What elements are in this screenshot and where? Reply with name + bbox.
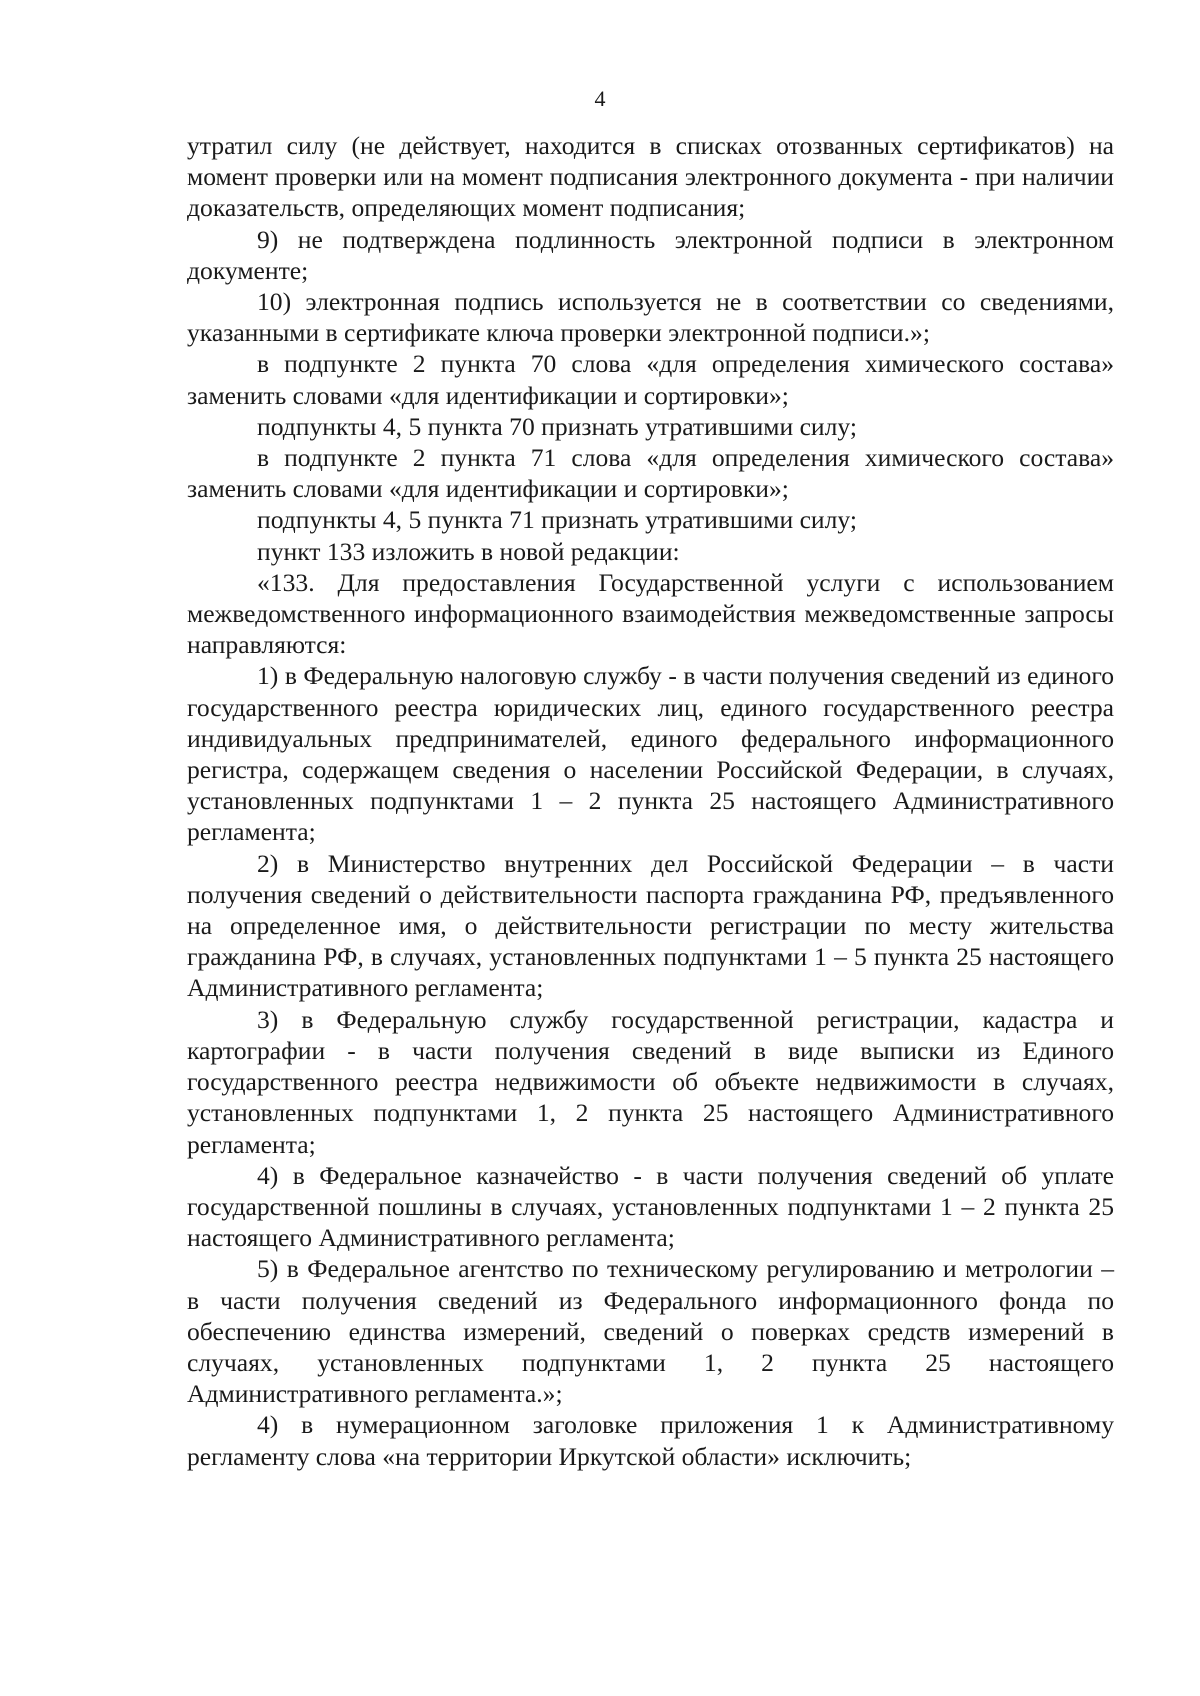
paragraph-item-10: 10) электронная подпись используется не в соответствии со сведениями, указанными в сертификате ключа проверки электронной подписи.»; [187,287,1114,348]
paragraph-p71-sub45: подпункты 4, 5 пункта 71 признать утратившими силу; [257,505,857,535]
document-body [187,130,1114,1472]
paragraph-p133-item-5: 5) в Федеральное агентство по техническому регулированию и метрологии – в части получения сведений из Федерального информационного фонда по обеспечению единства измерений, сведений о поверках средств измерений в случаях, установленных подпунктами 1, 2 пункта 25 настоящего Административного регламента.»; [187,1254,1114,1409]
paragraph-p133-item-4: 4) в Федеральное казначейство - в части получения сведений об уплате государственной пошлины в случаях, установленных подпунктами 1 – 2 пункта 25 настоящего Административного регламента; [187,1160,1114,1253]
paragraph-p70-sub45: подпункты 4, 5 пункта 70 признать утратившими силу; [257,411,857,441]
paragraph-item-4-appendix: 4) в нумерационном заголовке приложения 1 к Административному регламенту слова «на территории Иркутской области» исключить; [187,1410,1114,1471]
paragraph-p133-intro: пункт 133 изложить в новой редакции: [257,536,680,566]
paragraph-item-9: 9) не подтверждена подлинность электронной подписи в электронном документе; [187,224,1114,285]
paragraph-p133-item-3: 3) в Федеральную службу государственной регистрации, кадастра и картографии - в части получения сведений в виде выписки из Единого государственного реестра недвижимости об объекте недвижимости в случаях, установленных подпунктами 1, 2 пункта 25 настоящего Административного регламента; [187,1004,1114,1159]
page-number: 4 [594,86,606,111]
paragraph-p70-sub2: в подпункте 2 пункта 70 слова «для определения химического состава» заменить словами «для идентификации и сортировки»; [187,349,1114,410]
paragraph-p133-item-1: 1) в Федеральную налоговую службу - в части получения сведений из единого государственного реестра юридических лиц, единого государственного реестра индивидуальных предпринимателей, единого федерального информационного регистра, содержащем сведения о населении Российской Федерации, в случаях, установленных подпунктами 1 – 2 пункта 25 настоящего Административного регламента; [187,661,1114,847]
paragraph-p71-sub2: в подпункте 2 пункта 71 слова «для определения химического состава» заменить словами «для идентификации и сортировки»; [187,443,1114,504]
paragraph-p133: «133. Для предоставления Государственной услуги с использованием межведомственного информационного взаимодействия межведомственные запросы направляются: [187,567,1114,660]
paragraph-p133-item-2: 2) в Министерство внутренних дел Российской Федерации – в части получения сведений о действительности паспорта гражданина РФ, предъявленного на определенное имя, о действительности регистрации по месту жительства гражданина РФ, в случаях, установленных подпунктами 1 – 5 пункта 25 настоящего Административного регламента; [187,848,1114,1003]
paragraph-continuation: утратил силу (не действует, находится в списках отозванных сертификатов) на момент проверки или на момент подписания электронного документа - при наличии доказательств, определяющих момент подписания; [187,131,1114,223]
